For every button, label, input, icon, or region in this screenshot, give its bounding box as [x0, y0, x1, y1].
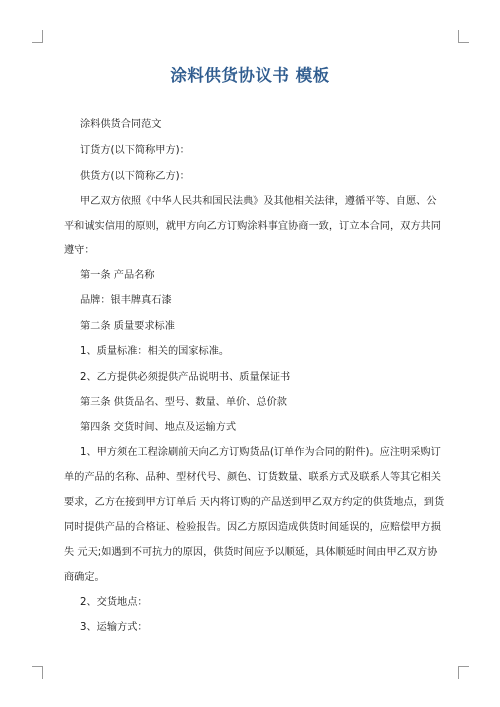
doc-line-11: 2、乙方提供必须提供产品说明书、质量保证书	[80, 372, 291, 383]
doc-line-14: 1、甲方须在工程涂刷前天向乙方订购货品(订单作为合同的附件)。应注明采购订	[80, 447, 441, 458]
corner-mark-top-left	[32, 30, 43, 43]
doc-line-15: 单的产品的名称、品种、型材代号、颜色、订货数量、联系方式及联系人等其它相关	[64, 472, 441, 483]
doc-line-4: 甲乙双方依照《中华人民共和国民法典》及其他相关法律，遵循平等、自愿、公	[80, 196, 437, 207]
document-title: 涂料供货协议书 模板	[170, 66, 330, 85]
doc-line-12: 第三条 供货品名、型号、数量、单价、总价款	[80, 397, 287, 408]
doc-line-16: 要求，乙方在接到甲方订单后 天内将订购的产品送到甲乙双方约定的供货地点，到货	[64, 497, 445, 508]
doc-line-20: 2、交货地点：	[80, 597, 148, 608]
doc-line-18: 失 元天;如遇到不可抗力的原因，供货时间应予以顺延，具体顺延时间由甲乙双方协	[64, 547, 438, 558]
doc-line-1: 涂料供货合同范文	[80, 119, 162, 130]
doc-line-17: 同时提供产品的合格证、检验报告。因乙方原因造成供货时间延误的，应赔偿甲方损	[64, 522, 441, 533]
doc-line-2: 订货方(以下简称甲方)：	[80, 145, 190, 156]
doc-line-3: 供货方(以下简称乙方)：	[80, 171, 190, 182]
doc-line-19: 商确定。	[64, 572, 105, 583]
doc-line-5: 平和诚实信用的原则，就甲方向乙方订购涂料事宜协商一致，订立本合同，双方共同	[64, 221, 441, 232]
doc-line-6: 遵守：	[64, 245, 95, 256]
doc-line-21: 3、运输方式：	[80, 622, 148, 633]
doc-line-10: 1、质量标准：相关的国家标准。	[80, 346, 230, 357]
doc-line-7: 第一条 产品名称	[80, 270, 155, 281]
corner-mark-top-right	[458, 30, 469, 43]
doc-line-9: 第二条 质量要求标准	[80, 321, 175, 332]
doc-line-8: 品牌：银丰牌真石漆	[80, 295, 172, 306]
corner-mark-bottom-left	[32, 666, 43, 679]
corner-mark-bottom-right	[458, 666, 469, 679]
doc-line-13: 第四条 交货时间、地点及运输方式	[80, 422, 237, 433]
